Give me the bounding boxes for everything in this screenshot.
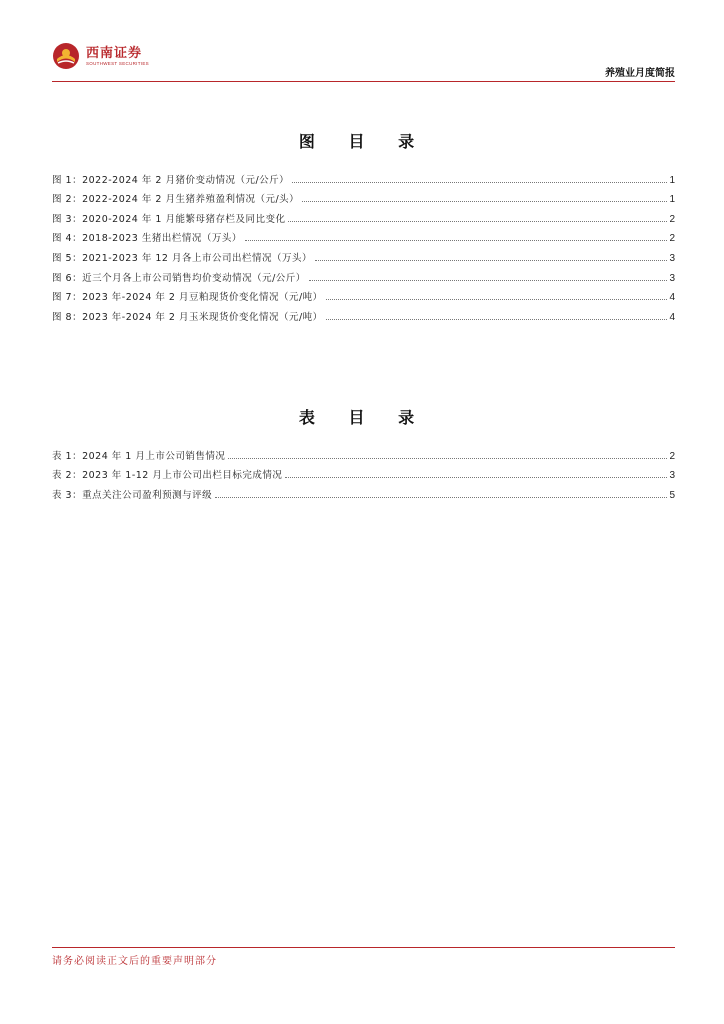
footer-divider — [52, 947, 675, 948]
toc-entry-label: 表 1：2024 年 1 月上市公司销售情况 — [52, 450, 226, 462]
toc-entry-page: 5 — [669, 489, 675, 501]
toc-entry-label: 图 3：2020-2024 年 1 月能繁母猪存栏及同比变化 — [52, 213, 286, 225]
table-index-title: 表 目 录 — [298, 408, 429, 427]
southwest-securities-logo-icon — [52, 42, 80, 70]
toc-leader — [228, 458, 667, 459]
figure-index-title: 图 目 录 — [298, 132, 429, 151]
toc-entry-label: 图 1：2022-2024 年 2 月猪价变动情况（元/公斤） — [52, 174, 290, 186]
footer-disclaimer: 请务必阅读正文后的重要声明部分 — [52, 956, 217, 967]
logo-chinese-name: 西南证券 — [86, 45, 143, 61]
toc-entry-page: 1 — [669, 174, 675, 186]
toc-entry-label: 图 8：2023 年-2024 年 2 月玉米现货价变化情况（元/吨） — [52, 311, 323, 323]
toc-entry-page: 2 — [669, 233, 675, 245]
toc-entry-label: 图 2：2022-2024 年 2 月生猪养殖盈利情况（元/头） — [52, 194, 300, 206]
toc-leader — [292, 182, 667, 183]
toc-leader — [215, 497, 667, 498]
toc-entry-page: 4 — [669, 311, 675, 323]
toc-entry-table-1[interactable] — [52, 442, 675, 462]
toc-entry-figure-7[interactable] — [52, 284, 675, 304]
toc-entry-page: 3 — [669, 272, 675, 284]
table-index-list — [52, 442, 675, 501]
toc-entry-label: 图 5：2021-2023 年 12 月各上市公司出栏情况（万头） — [52, 252, 312, 264]
toc-leader — [315, 260, 667, 261]
toc-leader — [285, 477, 667, 478]
toc-entry-figure-8[interactable] — [52, 303, 675, 323]
toc-entry-figure-2[interactable] — [52, 186, 675, 206]
toc-entry-figure-6[interactable] — [52, 264, 675, 284]
page-header — [52, 40, 675, 82]
toc-entry-page: 3 — [669, 252, 675, 264]
toc-entry-table-3[interactable] — [52, 481, 675, 501]
toc-entry-table-2[interactable] — [52, 462, 675, 482]
toc-entry-label: 图 6：近三个月各上市公司销售均价变动情况（元/公斤） — [52, 272, 306, 284]
toc-leader — [288, 221, 667, 222]
toc-entry-figure-4[interactable] — [52, 225, 675, 245]
toc-entry-label: 图 4：2018-2023 生猪出栏情况（万头） — [52, 233, 242, 245]
toc-entry-figure-3[interactable] — [52, 205, 675, 225]
toc-leader — [302, 201, 667, 202]
toc-entry-page: 2 — [669, 213, 675, 225]
toc-entry-page: 1 — [669, 194, 675, 206]
toc-entry-figure-1[interactable] — [52, 166, 675, 186]
logo-english-name: SOUTHWEST SECURITIES — [86, 60, 149, 66]
toc-leader — [326, 299, 668, 300]
toc-entry-label: 表 3：重点关注公司盈利预测与评级 — [52, 489, 213, 501]
figure-index-list — [52, 166, 675, 323]
toc-leader — [326, 319, 668, 320]
report-type-label: 养殖业月度简报 — [605, 68, 675, 79]
header-divider — [52, 81, 675, 82]
toc-entry-label: 表 2：2023 年 1-12 月上市公司出栏目标完成情况 — [52, 470, 283, 482]
toc-entry-figure-5[interactable] — [52, 244, 675, 264]
toc-entry-label: 图 7：2023 年-2024 年 2 月豆粕现货价变化情况（元/吨） — [52, 292, 323, 304]
toc-entry-page: 3 — [669, 470, 675, 482]
toc-entry-page: 4 — [669, 292, 675, 304]
toc-leader — [245, 240, 668, 241]
toc-entry-page: 2 — [669, 450, 675, 462]
company-logo — [52, 42, 149, 70]
toc-leader — [309, 280, 668, 281]
